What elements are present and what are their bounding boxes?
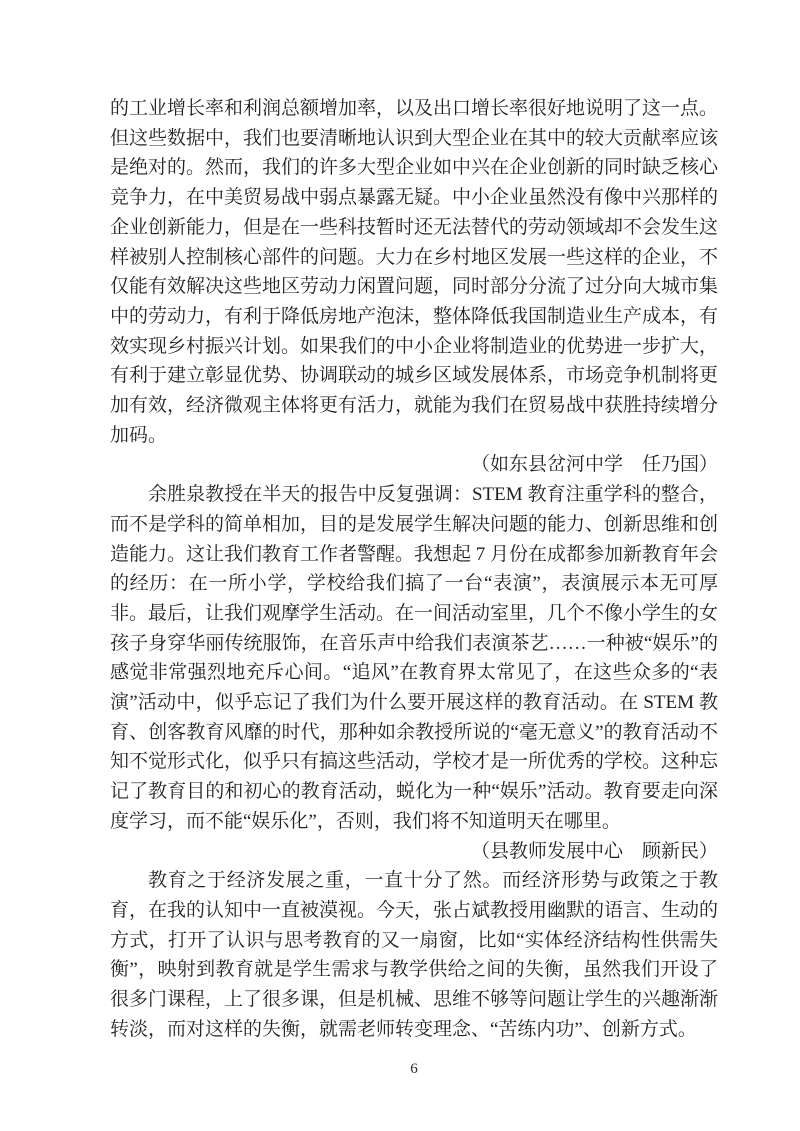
attribution-ren-naiguo: （如东县岔河中学 任乃国） bbox=[470, 454, 718, 476]
page-number: 6 bbox=[410, 1061, 418, 1077]
paragraph-stem-education: 余胜泉教授在半天的报告中反复强调：STEM 教育注重学科的整合，而不是学科的简单相加，目的是发展学生解决问题的能力、创新思维和创造能力。这让我们教育工作者警醒。我想起 7 月份在成都参加新教育年会的经历：在一所小学，学校给我们搞了一台“表演”，表演展示本无可厚非。最后，让我们观摩学生活动。在一间活动室里，几个不像小学生的女孩子身穿华丽传统服饰，在音乐声中给我们表演茶艺……一种被“娱乐”的感觉非常强烈地充斥心间。“追风”在教育界太常见了，在这些众多的“表演”活动中，似乎忘记了我们为什么要开展这样的教育活动。在 STEM 教育、创客教育风靡的时代，那种如余教授所说的“毫无意义”的教育活动不知不觉形式化，似乎只有搞这些活动，学校才是一所优秀的学校。这种忘记了教育目的和初心的教育活动，蜕化为一种“娱乐”活动。教育要走向深度学习，而不能“娱乐化”，否则，我们将不知道明天在哪里。 bbox=[110, 484, 719, 832]
paragraph-industry-growth: 的工业增长率和利润总额增加率，以及出口增长率很好地说明了这一点。但这些数据中，我们也要清晰地认识到大型企业在其中的较大贡献率应该是绝对的。然而，我们的许多大型企业如中兴在企业创新的同时缺乏核心竞争力，在中美贸易战中弱点暴露无疑。中小企业虽然没有像中兴那样的企业创新能力，但是在一些科技暂时还无法替代的劳动领域却不会发生这样被别人控制核心部件的问题。大力在乡村地区发展一些这样的企业，不仅能有效解决这些地区劳动力闲置问题，同时部分分流了过分向大城市集中的劳动力，有利于降低房地产泡沫，整体降低我国制造业生产成本，有效实现乡村振兴计划。如果我们的中小企业将制造业的优势进一步扩大，有利于建立彰显优势、协调联动的城乡区域发展体系，市场竞争机制将更加有效，经济微观主体将更有活力，就能为我们在贸易战中获胜持续增分加码。 bbox=[110, 98, 719, 446]
attribution-gu-xinmin: （县教师发展中心 顾新民） bbox=[470, 840, 718, 862]
paragraph-economy-education: 教育之于经济发展之重，一直十分了然。而经济形势与政策之于教育，在我的认知中一直被漠视。今天，张占斌教授用幽默的语言、生动的方式，打开了认识与思考教育的又一扇窗，比如“实体经济结构性供需失衡”，映射到教育就是学生需求与教学供给之间的失衡，虽然我们开设了很多门课程，上了很多课，但是机械、思维不够等问题让学生的兴趣渐渐转淡，而对这样的失衡，就需老师转变理念、“苦练内功”、创新方式。 bbox=[110, 870, 719, 1040]
page-content bbox=[110, 94, 718, 1045]
